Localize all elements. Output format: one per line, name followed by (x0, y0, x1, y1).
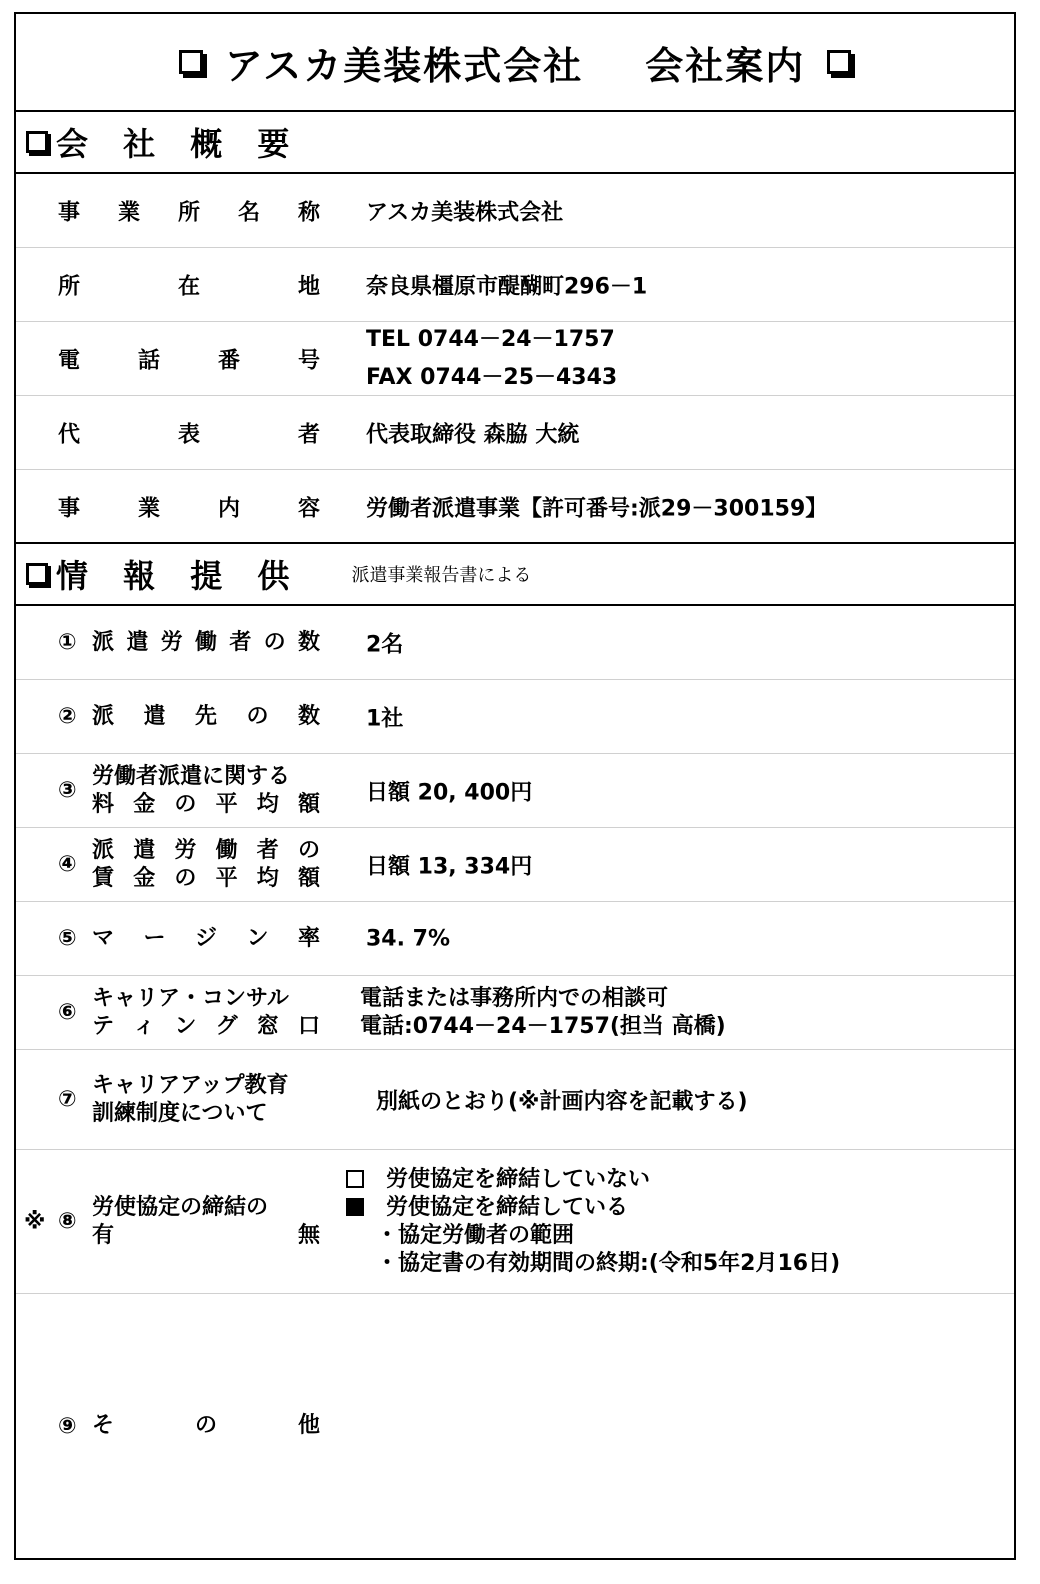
label-wrap (58, 925, 320, 953)
label-char: 番 (217, 348, 240, 373)
label-char: 平 (215, 865, 238, 891)
label-char: ン (174, 1013, 197, 1039)
section-note: 派遣事業報告書による (351, 565, 532, 586)
label-lines (92, 1194, 320, 1250)
label-char: 所 (58, 274, 81, 299)
label-char: 派 (92, 837, 115, 863)
label-char: 賃 (92, 865, 115, 891)
label-char: ン (246, 925, 269, 951)
label-char: 業 (137, 496, 160, 522)
table-row (16, 828, 1014, 902)
label-char: 遣 (143, 703, 166, 729)
row-number: ⑤ (58, 926, 77, 951)
checkbox-square-icon (827, 50, 851, 74)
label-lines (92, 763, 320, 819)
agreement-option (346, 1194, 1004, 1222)
label-line (92, 1194, 320, 1222)
table-row (16, 470, 1014, 544)
row-value: 日額 13, 334円 (366, 854, 533, 879)
label-char: 先 (194, 703, 217, 729)
label-char: の (297, 837, 320, 863)
label-char: 遣 (126, 629, 149, 655)
label-line (58, 343, 320, 374)
label-wrap (58, 763, 320, 819)
value-line: 電話:0744－24－1757(担当 高橋) (360, 1013, 726, 1039)
label-char: 料 (92, 791, 115, 817)
label-char: の (174, 791, 197, 817)
info-table (16, 606, 1014, 1558)
value-line: 電話または事務所内での相談可 (360, 985, 669, 1011)
note-mark: ※ (24, 1209, 46, 1234)
label-char: 名 (237, 200, 260, 225)
row-label (58, 925, 320, 953)
label-char: 話 (137, 348, 160, 373)
label-lines (92, 703, 320, 731)
label-char: 均 (256, 791, 279, 817)
table-row (16, 1294, 1014, 1558)
label-char: の (194, 1413, 217, 1438)
label-char: 在 (177, 274, 200, 299)
row-label (58, 629, 320, 657)
row-label (58, 1072, 320, 1128)
label-char: 額 (297, 791, 320, 817)
label-char: テ (92, 1013, 115, 1039)
label-char: 労 (160, 629, 183, 655)
label-line (92, 1100, 320, 1128)
table-row (16, 248, 1014, 322)
row-label (58, 1194, 320, 1250)
value-line: FAX 0744－25－4343 (366, 364, 618, 390)
square-bullet-icon (26, 131, 48, 153)
label-char: 代 (58, 422, 81, 447)
label-char: 者 (229, 629, 252, 655)
row-label (58, 195, 320, 226)
option-text: 労使協定を締結している (386, 1194, 629, 1220)
row-value: 奈良県橿原市醍醐町296－1 (366, 274, 648, 299)
label-lines (92, 1412, 320, 1440)
label-lines (92, 925, 320, 953)
label-char: 労 (174, 837, 197, 863)
row-number: ② (58, 704, 77, 729)
label-char: 金 (133, 791, 156, 817)
row-value: 労働者派遣事業【許可番号:派29－300159】 (366, 496, 828, 522)
label-char: 者 (256, 837, 279, 863)
label-wrap (58, 837, 320, 893)
label-char: 所 (177, 200, 200, 225)
label-wrap (58, 985, 320, 1041)
section-header-info (16, 544, 1014, 606)
agreement-option (346, 1166, 1004, 1194)
label-line (92, 763, 320, 791)
option-text: 労使協定を締結していない (386, 1166, 651, 1192)
label-line (92, 703, 320, 731)
label-char: 額 (297, 865, 320, 891)
unchecked-box-icon (346, 1170, 364, 1188)
checked-box-icon (346, 1198, 364, 1216)
square-bullet-icon (26, 563, 48, 585)
row-value (366, 321, 1004, 397)
label-wrap (58, 629, 320, 657)
section-header-overview (16, 112, 1014, 174)
section-title: 会 社 概 要 (56, 125, 302, 163)
label-char: ィ (133, 1013, 156, 1039)
label-char: 事 (58, 496, 81, 522)
row-label (58, 492, 320, 523)
label-char: 電 (58, 348, 81, 373)
label-char: 遣 (133, 837, 156, 863)
row-value: 1社 (366, 706, 404, 731)
label-char: の (174, 865, 197, 891)
label-line (92, 837, 320, 865)
label-char: 働 (215, 837, 238, 863)
label-line (92, 865, 320, 893)
label-char: 口 (297, 1013, 320, 1039)
row-label (58, 985, 320, 1041)
row-number: ③ (58, 778, 77, 803)
label-char: 数 (297, 703, 320, 729)
value-line: TEL 0744－24－1757 (366, 326, 615, 352)
label-char: 地 (297, 274, 320, 299)
overview-table (16, 174, 1014, 544)
label-char: 者 (297, 422, 320, 447)
label-line (58, 492, 320, 523)
table-row (16, 902, 1014, 976)
label-line (92, 1013, 320, 1041)
label-char: 訓練制度について (92, 1100, 268, 1126)
label-char: の (246, 703, 269, 729)
label-line (92, 985, 320, 1013)
row-label (58, 703, 320, 731)
checkbox-square-icon (179, 50, 203, 74)
table-row (16, 1150, 1014, 1294)
label-wrap (58, 1072, 320, 1128)
label-line (58, 269, 320, 300)
label-line (58, 195, 320, 226)
table-row (16, 174, 1014, 248)
label-char: 業 (117, 200, 140, 225)
label-char: 派 (92, 703, 115, 729)
row-value: 代表取締役 森脇 大統 (366, 422, 580, 447)
label-line (92, 1412, 320, 1440)
label-char: キャリア・コンサル (92, 985, 289, 1011)
row-value: 別紙のとおり(※計画内容を記載する) (376, 1089, 748, 1114)
row-value (360, 985, 1004, 1041)
document-frame (14, 12, 1016, 1560)
label-char: マ (92, 925, 115, 951)
label-char: 容 (297, 496, 320, 522)
row-label (58, 1412, 320, 1440)
row-label (58, 269, 320, 300)
table-row (16, 1050, 1014, 1150)
label-wrap (58, 703, 320, 731)
label-char: 平 (215, 791, 238, 817)
label-char: 数 (297, 629, 320, 655)
label-char: グ (215, 1013, 238, 1039)
label-line (92, 1222, 320, 1250)
row-label (58, 837, 320, 893)
label-char: 無 (297, 1222, 320, 1248)
row-value (346, 1166, 1004, 1278)
label-line (92, 629, 320, 657)
agreement-subitem: ・協定書の有効期間の終期:(令和5年2月16日) (376, 1250, 841, 1276)
row-label (58, 417, 320, 448)
label-char: 事 (58, 200, 81, 225)
label-line (92, 791, 320, 819)
row-label (58, 343, 320, 374)
label-char: 率 (297, 925, 320, 951)
label-char: 内 (217, 496, 240, 522)
row-number: ⑦ (58, 1087, 77, 1112)
label-char: 均 (256, 865, 279, 891)
label-char: キャリアアップ教育 (92, 1072, 289, 1098)
label-char: 有 (92, 1222, 115, 1248)
label-char: 称 (297, 200, 320, 225)
label-char: 派 (92, 629, 115, 655)
label-wrap (58, 1412, 320, 1440)
table-row (16, 680, 1014, 754)
label-line (58, 417, 320, 448)
title-heading: 会社案内 (645, 42, 806, 88)
label-char: 労働者派遣に関する (92, 763, 291, 789)
label-char: 窓 (256, 1013, 279, 1039)
label-lines (92, 629, 320, 657)
row-label (58, 763, 320, 819)
label-char: 表 (177, 422, 200, 447)
label-lines (92, 1072, 320, 1128)
row-number: ④ (58, 852, 77, 877)
row-value: 2名 (366, 632, 404, 657)
label-lines (92, 985, 320, 1041)
label-char: 金 (133, 865, 156, 891)
table-row (16, 754, 1014, 828)
table-row (16, 976, 1014, 1050)
label-lines (92, 837, 320, 893)
label-char: 労使協定の締結の (92, 1194, 269, 1220)
label-char: の (263, 629, 286, 655)
label-char: そ (92, 1413, 115, 1438)
table-row (16, 322, 1014, 396)
row-number: ① (58, 630, 77, 655)
table-row (16, 396, 1014, 470)
company-name: アスカ美装株式会社 (224, 42, 584, 88)
document-title (16, 14, 1014, 112)
label-line (92, 925, 320, 953)
label-char: ジ (194, 925, 217, 951)
label-char: 他 (297, 1413, 320, 1438)
label-char: 号 (297, 348, 320, 373)
row-number: ⑥ (58, 1000, 77, 1025)
table-row (16, 606, 1014, 680)
label-wrap (58, 1194, 320, 1250)
label-char: ー (143, 925, 166, 951)
row-number: ⑨ (58, 1413, 77, 1439)
row-number: ⑧ (58, 1209, 77, 1234)
row-value: アスカ美装株式会社 (366, 200, 564, 225)
label-line (92, 1072, 320, 1100)
row-value: 34. 7% (366, 926, 450, 951)
row-value: 日額 20, 400円 (366, 780, 533, 805)
agreement-subitem: ・協定労働者の範囲 (376, 1222, 575, 1248)
section-title: 情 報 提 供 (56, 557, 302, 595)
label-char: 働 (194, 629, 217, 655)
